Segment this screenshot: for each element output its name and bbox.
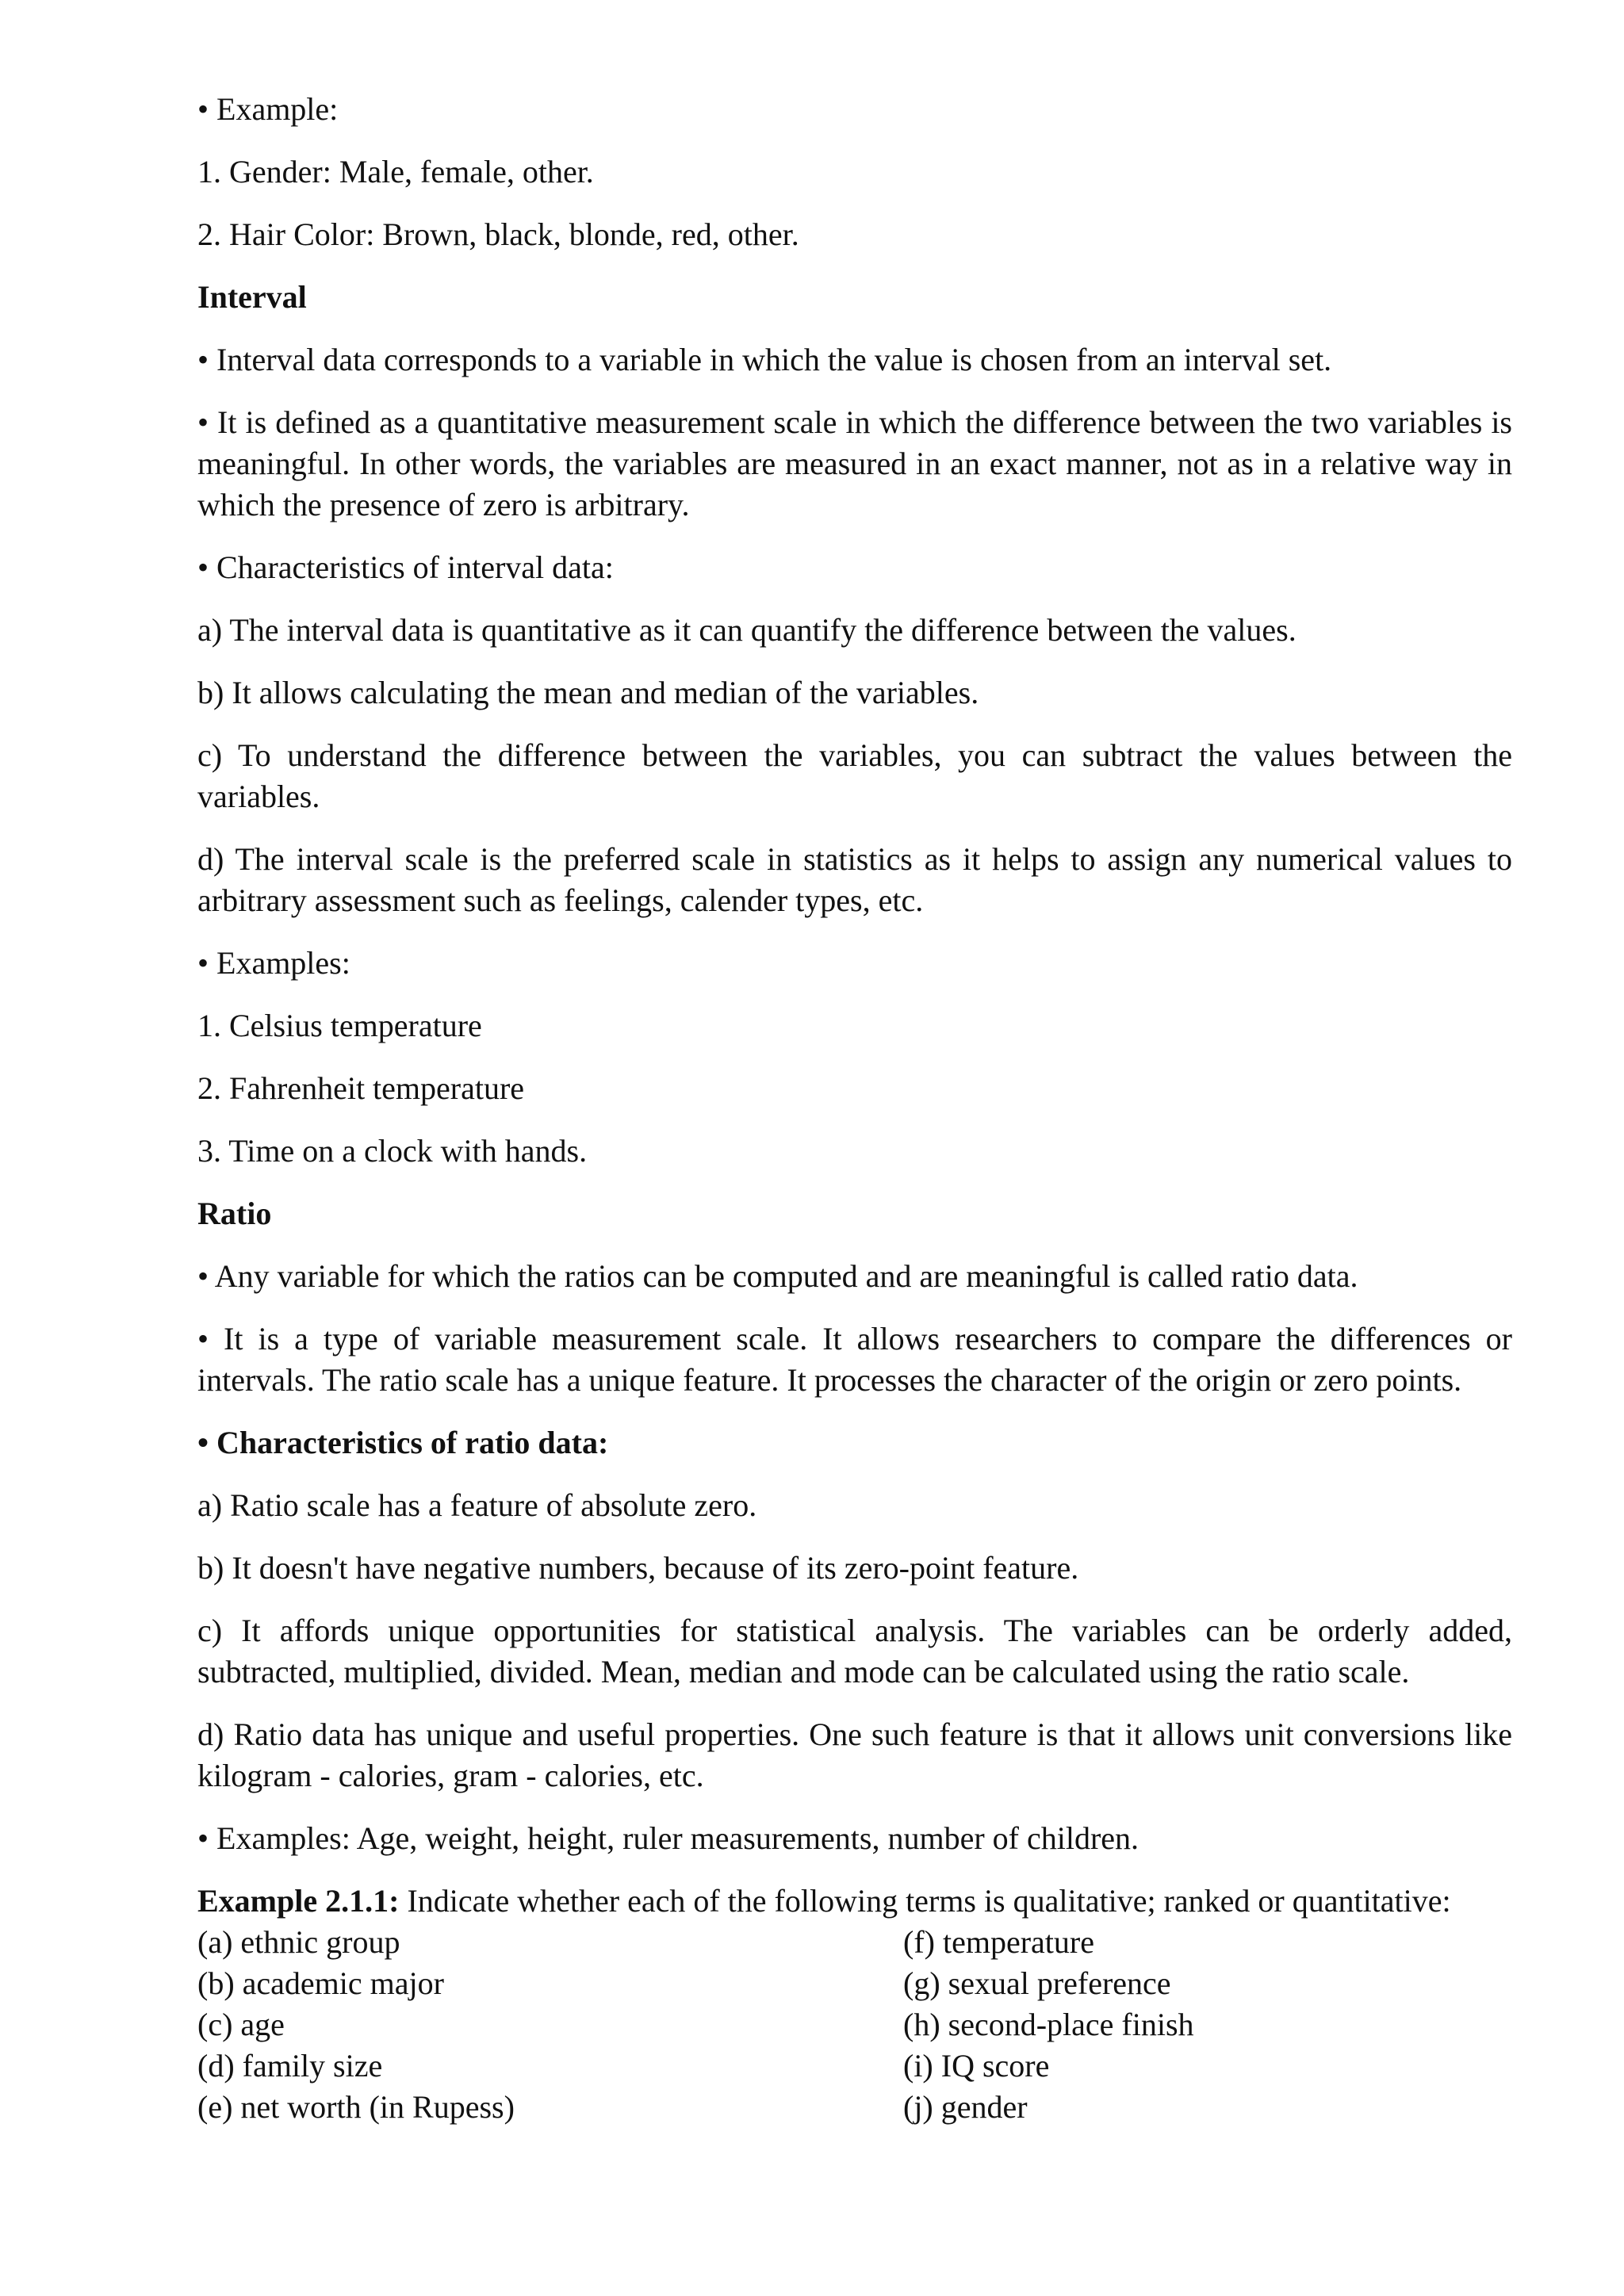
page-content (197, 89, 1512, 2128)
nominal-example-item: 1. Gender: Male, female, other. (197, 154, 594, 189)
interval-characteristic: d) The interval scale is the preferred scale in statistics as it helps to assign any numerical values to arbitrary assessment such as feelings, calender types, etc. (197, 841, 1512, 918)
ratio-paragraph: • It is a type of variable measurement scale. It allows researchers to compare the differences or intervals. The ratio scale has a unique feature. It processes the character of the origin or zero points. (197, 1321, 1512, 1398)
example-terms-grid (197, 1922, 1512, 2128)
ratio-characteristic: b) It doesn't have negative numbers, because of its zero-point feature. (197, 1550, 1079, 1586)
interval-characteristic: c) To understand the difference between the variables, you can subtract the values between the variables. (197, 737, 1512, 814)
interval-characteristic: a) The interval data is quantitative as it can quantify the difference between the values. (197, 612, 1297, 648)
interval-paragraph: • Interval data corresponds to a variable in which the value is chosen from an interval set. (197, 342, 1332, 377)
example-term: (f) temperature (903, 1924, 1094, 1960)
ratio-characteristics-label: • Characteristics of ratio data: (197, 1425, 609, 1460)
ratio-characteristic: c) It affords unique opportunities for statistical analysis. The variables can be orderly added, subtracted, multiplied, divided. Mean, median and mode can be calculated using the ratio scale. (197, 1613, 1512, 1689)
ratio-heading: Ratio (197, 1196, 272, 1231)
example-term: (a) ethnic group (197, 1924, 400, 1960)
example-term: (b) academic major (197, 1965, 444, 2001)
example-text: Indicate whether each of the following terms is qualitative; ranked or quantitative: (399, 1883, 1451, 1919)
nominal-example-item: 2. Hair Color: Brown, black, blonde, red, other. (197, 216, 799, 252)
interval-paragraph: • It is defined as a quantitative measurement scale in which the difference between the two variables is meaningful. In other words, the variables are measured in an exact manner, not as in a relative way in which the presence of zero is arbitrary. (197, 404, 1512, 522)
ratio-examples: • Examples: Age, weight, height, ruler measurements, number of children. (197, 1820, 1139, 1856)
interval-examples-label: • Examples: (197, 945, 350, 981)
example-term: (c) age (197, 2007, 285, 2042)
interval-example-item: 1. Celsius temperature (197, 1008, 482, 1043)
example-label: Example 2.1.1: (197, 1883, 400, 1919)
example-2-1-1 (197, 1881, 1512, 2128)
example-intro (197, 1881, 1512, 1922)
nominal-example-label: • Example: (197, 91, 339, 127)
ratio-characteristic: d) Ratio data has unique and useful properties. One such feature is that it allows unit conversions like kilogram - calories, gram - calories, etc. (197, 1716, 1512, 1793)
interval-characteristics-label: • Characteristics of interval data: (197, 549, 614, 585)
interval-characteristic: b) It allows calculating the mean and median of the variables. (197, 675, 979, 710)
interval-example-item: 2. Fahrenheit temperature (197, 1070, 525, 1106)
ratio-characteristic: a) Ratio scale has a feature of absolute zero. (197, 1487, 757, 1523)
example-term: (j) gender (903, 2089, 1028, 2125)
example-term: (e) net worth (in Rupess) (197, 2089, 515, 2125)
example-term: (d) family size (197, 2048, 383, 2084)
interval-heading: Interval (197, 279, 307, 315)
example-term: (g) sexual preference (903, 1965, 1171, 2001)
example-term: (i) IQ score (903, 2048, 1050, 2084)
interval-example-item: 3. Time on a clock with hands. (197, 1133, 588, 1169)
ratio-paragraph: • Any variable for which the ratios can be computed and are meaningful is called ratio data. (197, 1258, 1358, 1294)
example-term: (h) second-place finish (903, 2007, 1194, 2042)
